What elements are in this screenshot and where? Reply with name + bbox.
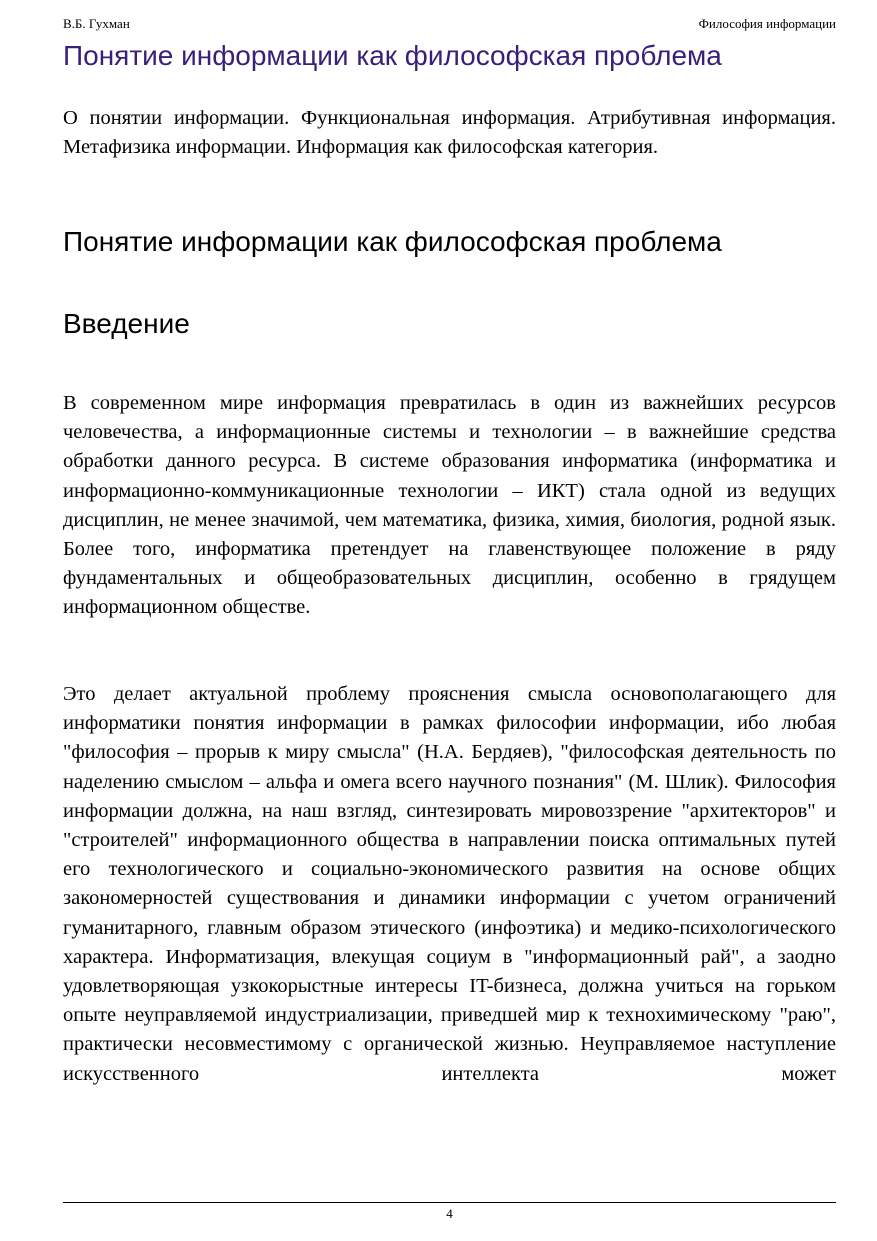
document-page [63, 0, 836, 1241]
running-header [63, 16, 836, 36]
section-heading-problem: Понятие информации как философская проблема [63, 226, 722, 257]
header-book-title: Философия информации [698, 16, 836, 31]
header-author: В.Б. Гухман [63, 16, 130, 31]
paragraph-2: Это делает актуальной проблему прояснения смысла основополагающего для информатики понятия информации в рамках философии информации, ибо любая "философия – прорыв к миру смысла" (Н.А. Бердяев), "философская деятельность по наделению смыслом – альфа и омега всего научного познания" (М. Шлик). Философия информации должна, на наш взгляд, синтезировать мировоззрение "архитекторов" и "строителей" информационного общества в направлении поиска оптимальных путей его технологического и социально-экономического развития на основе общих закономерностей существования и динамики информации с учетом ограничений гуманитарного, главным образом этического (инфоэтика) и медико-психологического характера. Информатизация, влекущая социум в "информационный рай", а заодно удовлетворяющая узкокорыстные интересы IT-бизнеса, должна учиться на горьком опыте неуправляемой индустриализации, приведшей мир к технохимическому "раю", практически несовместимому с органической жизнью. Неуправляемое наступление искусственного интеллекта может [63, 683, 836, 1085]
section-heading-introduction: Введение [63, 308, 190, 339]
page-number: 4 [446, 1206, 453, 1221]
abstract: О понятии информации. Функциональная информация. Атрибутивная информация. Метафизика информации. Информация как философская категория. [63, 107, 836, 158]
paragraph-1: В современном мире информация превратилась в один из важнейших ресурсов человечества, а информационные системы и технологии – в важнейшие средства обработки данного ресурса. В системе образования информатика (информатика и информационно-коммуникационные технологии – ИКТ) стала одной из ведущих дисциплин, не менее значимой, чем математика, физика, химия, биология, родной язык. Более того, информатика претендует на главенствующее положение в ряду фундаментальных и общеобразовательных дисциплин, особенно в грядущем информационном обществе. [63, 392, 836, 619]
footer-divider [63, 1202, 836, 1203]
document-title: Понятие информации как философская проблема [63, 40, 722, 71]
